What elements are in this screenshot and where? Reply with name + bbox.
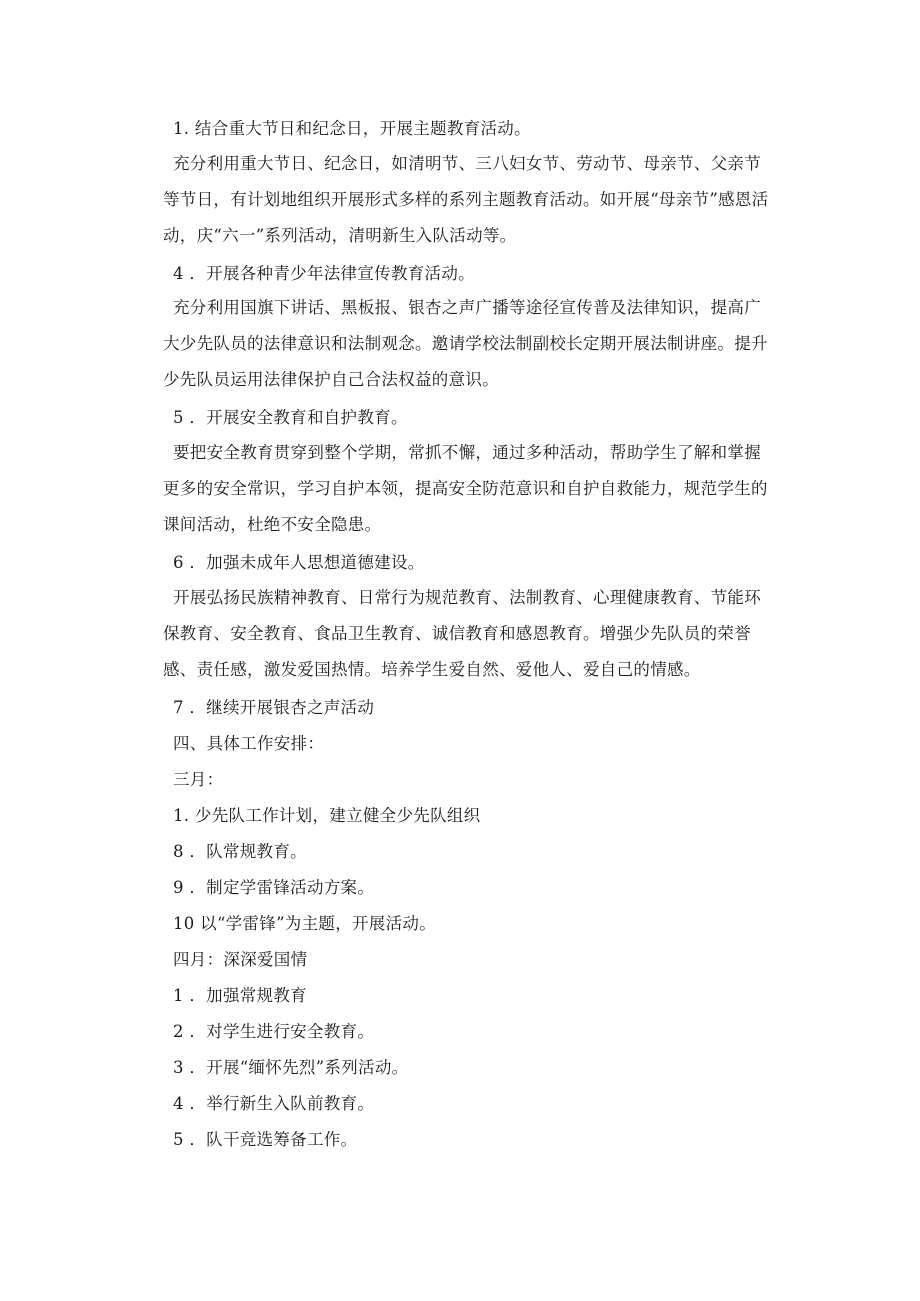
march-item-9: 9 ．制定学雷锋活动方案。 — [173, 878, 375, 897]
april-item-5: 5 ．队干竞选筹备工作。 — [173, 1130, 358, 1149]
heading-item-6: 6 ．加强未成年人思想道德建设。 — [173, 553, 425, 572]
heading-item-7: 7 ．继续开展银杏之声活动 — [173, 698, 375, 717]
april-item-3: 3 ．开展“缅怀先烈”系列活动。 — [173, 1058, 409, 1077]
april-item-1: 1 ．加强常规教育 — [173, 986, 307, 1005]
heading-item-5: 5 ．开展安全教育和自护教育。 — [173, 408, 408, 427]
paragraph-moral-education: 开展弘扬民族精神教育、日常行为规范教育、法制教育、心理健康教育、节能环保教育、安全教育、食品卫生教育、诚信教育和感恩教育。增强少先队员的荣誉感、责任感，激发爱国热情。培养学生爱自然、爱他人、爱自己的情感。 — [163, 588, 761, 679]
heading-item-4: 4 ．开展各种青少年法律宣传教育活动。 — [173, 264, 475, 283]
march-item-8: 8 ．队常规教育。 — [173, 842, 307, 861]
paragraph-festivals: 充分利用重大节日、纪念日，如清明节、三八妇女节、劳动节、母亲节、父亲节等节日，有计划地组织开展形式多样的系列主题教育活动。如开展“母亲节”感恩活动，庆“六一”系列活动，清明新生入队活动等。 — [163, 154, 769, 245]
april-item-4: 4 ．举行新生入队前教育。 — [173, 1094, 375, 1113]
heading-item-1: 1. 结合重大节日和纪念日，开展主题教育活动。 — [173, 119, 531, 138]
march-item-10: 10 以“学雷锋”为主题，开展活动。 — [173, 914, 437, 933]
march-item-1: 1. 少先队工作计划，建立健全少先队组织 — [173, 806, 481, 825]
april-item-2: 2 ．对学生进行安全教育。 — [173, 1022, 375, 1041]
paragraph-law-education: 充分利用国旗下讲话、黑板报、银杏之声广播等途径宣传普及法律知识，提高广大少先队员的法律意识和法制观念。邀请学校法制副校长定期开展法制讲座。提升少先队员运用法律保护自己合法权益的意识。 — [163, 298, 768, 389]
month-heading-march: 三月： — [173, 770, 224, 789]
paragraph-safety-education: 要把安全教育贯穿到整个学期，常抓不懈，通过多种活动，帮助学生了解和掌握更多的安全常识，学习自护本领，提高安全防范意识和自护自救能力，规范学生的课间活动，杜绝不安全隐患。 — [163, 443, 768, 534]
month-heading-april: 四月：深深爱国情 — [173, 950, 308, 969]
section-heading-schedule: 四、具体工作安排： — [173, 734, 325, 753]
